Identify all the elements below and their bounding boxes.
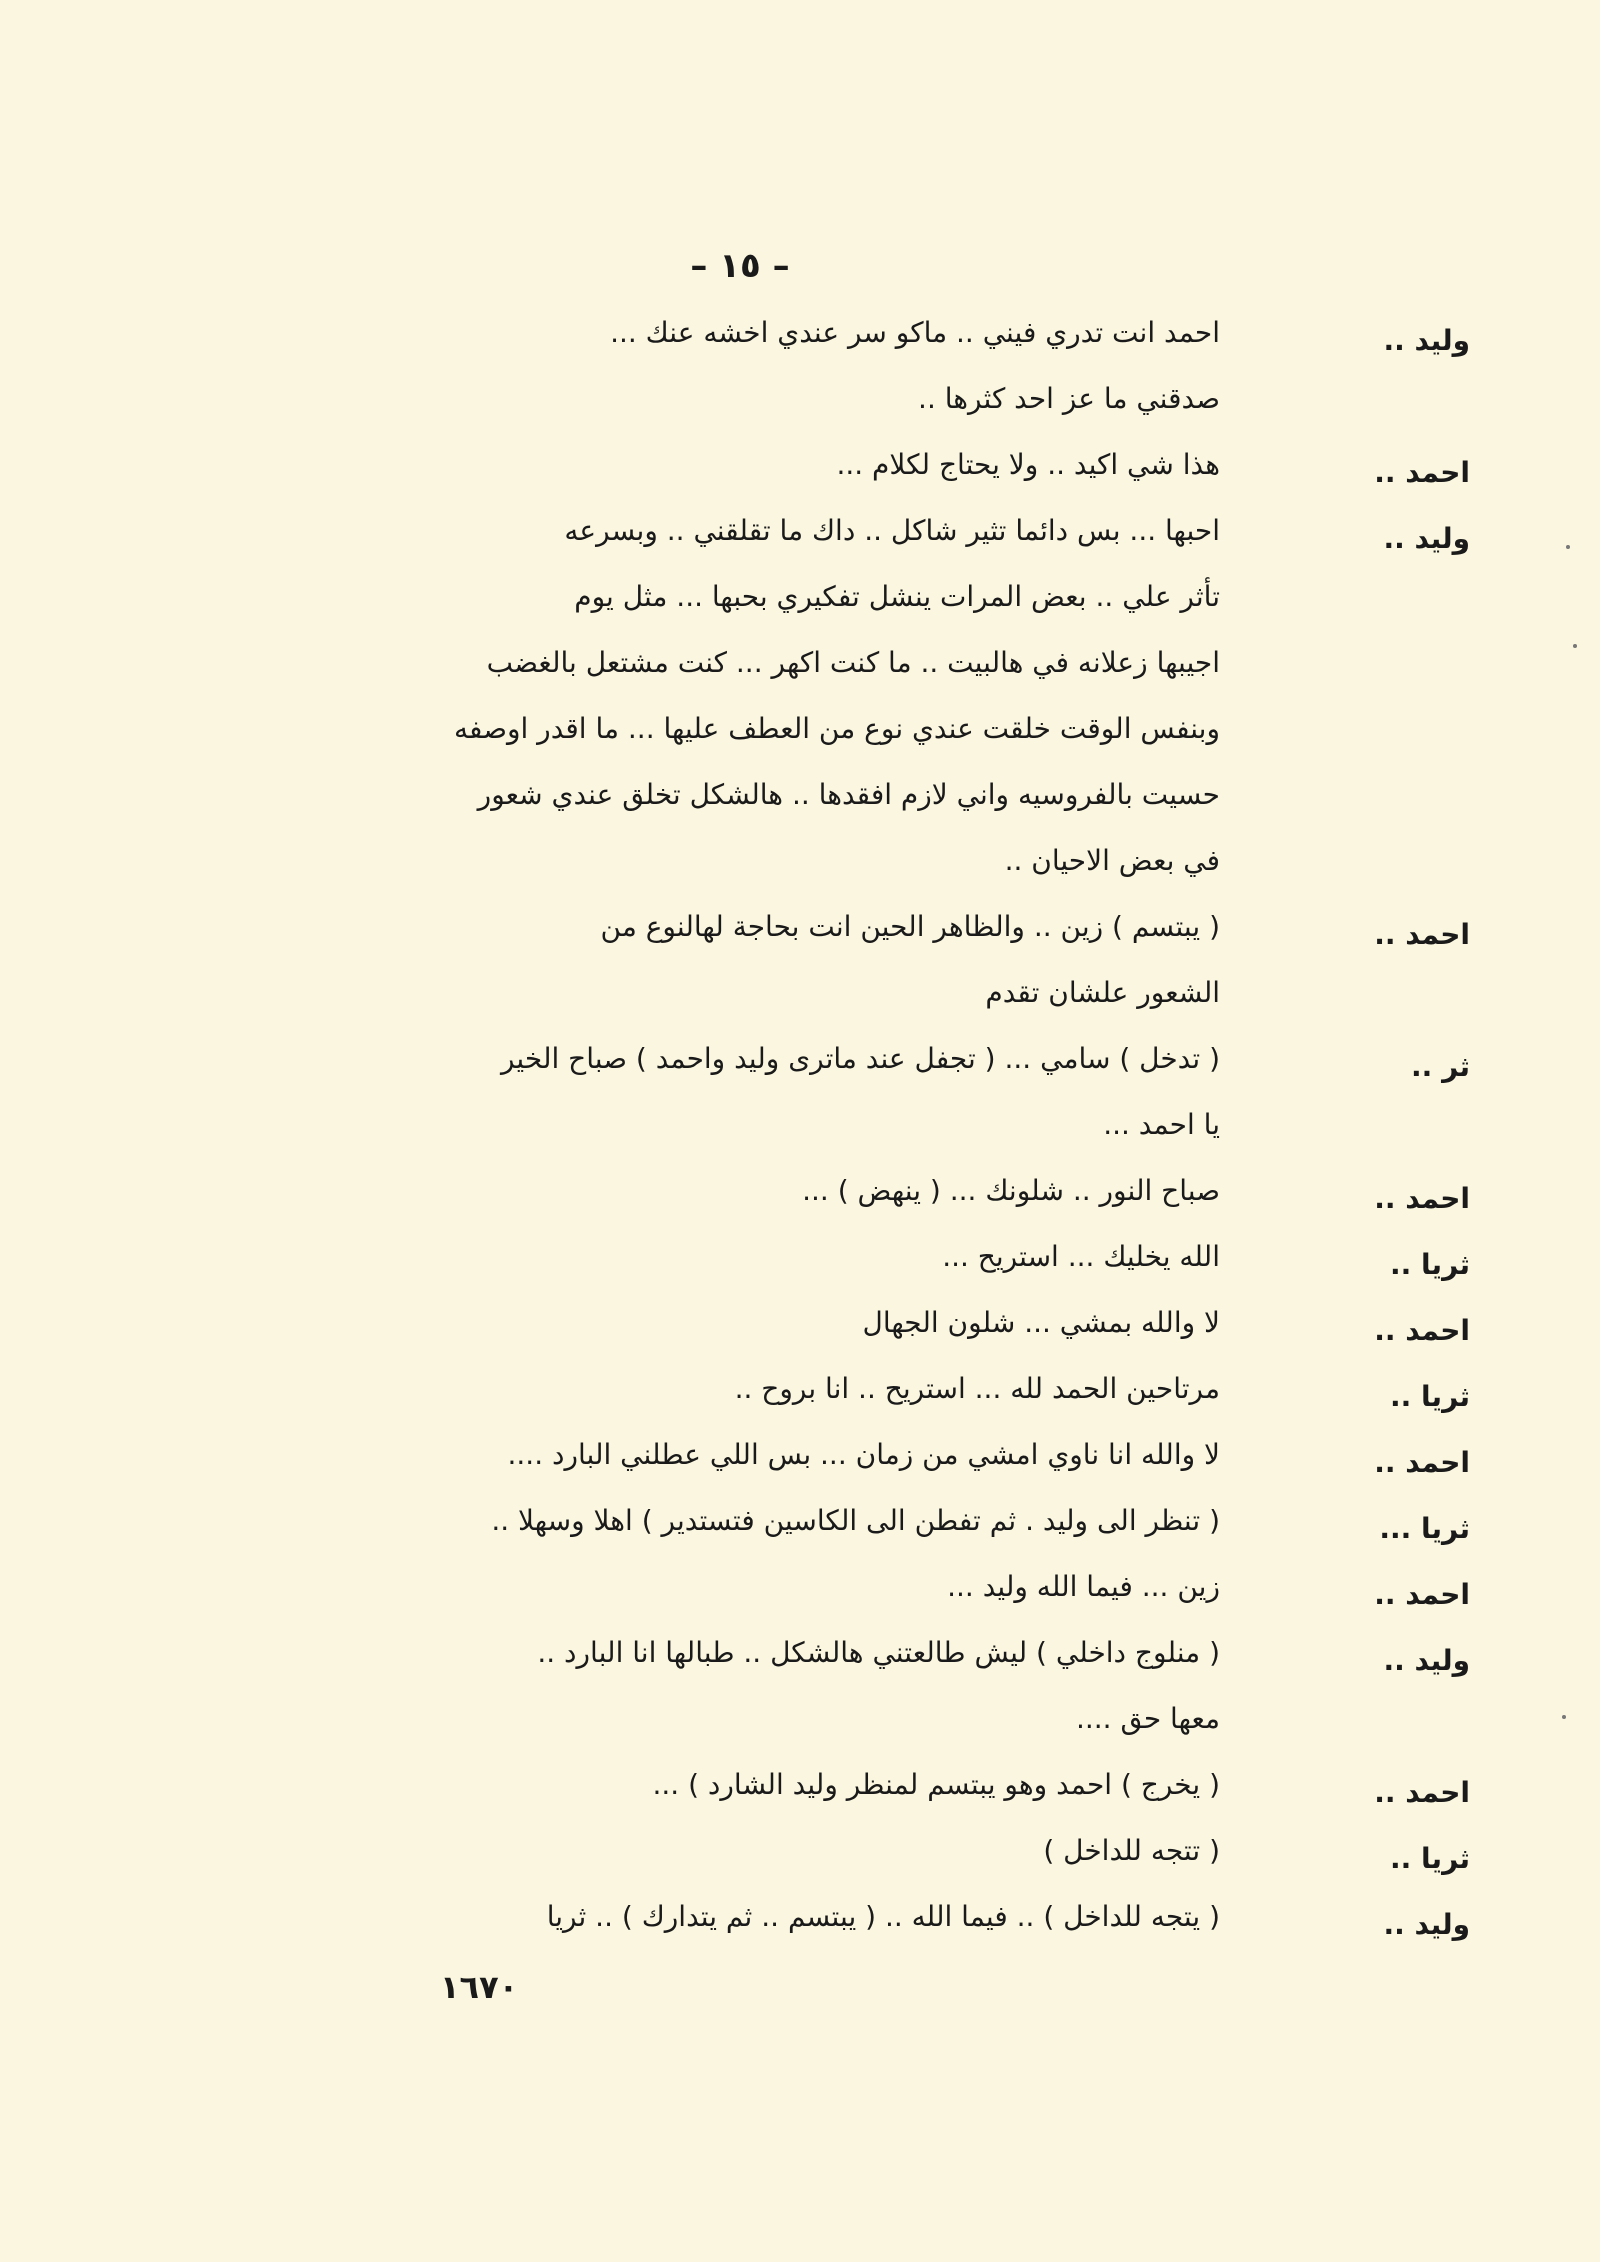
dialogue-text: ( تنظر الى وليد . ثم تفطن الى الكاسين فتستدير ) اهلا وسهلا .. [491,1504,1220,1537]
speaker-name: احمد .. [1374,1578,1470,1611]
speaker-name: ثريا ... [1379,1512,1470,1545]
dialogue-text: يا احمد ... [1103,1108,1220,1141]
dialogue-line [250,1224,1470,1290]
dialogue-line [250,960,1470,1026]
dialogue-text: احمد انت تدري فيني .. ماكو سر عندي اخشه عنك ... [610,316,1220,349]
speaker-name: احمد .. [1374,1776,1470,1809]
dialogue-line [250,1158,1470,1224]
dialogue-text: ( يتجه للداخل ) .. فيما الله .. ( يبتسم .. ثم يتدارك ) .. ثريا [546,1900,1220,1933]
dialogue-text: ( تدخل ) سامي ... ( تجفل عند ماترى وليد واحمد ) صباح الخير [500,1042,1220,1075]
dialogue-line [250,696,1470,762]
speaker-name: وليد .. [1383,522,1470,555]
dialogue-text: لا والله بمشي ... شلون الجهال [862,1306,1220,1339]
speaker-name: ثريا .. [1390,1842,1470,1875]
dialogue-line [250,1554,1470,1620]
dialogue-text: لا والله انا ناوي امشي من زمان ... بس اللي عطلني البارد .... [507,1438,1220,1471]
dialogue-text: ( يبتسم ) زين .. والظاهر الحين انت بحاجة لهالنوع من [600,910,1220,943]
speaker-name: احمد .. [1374,1314,1470,1347]
dialogue-text: صدقني ما عز احد كثرها .. [918,382,1220,415]
dialogue-line [250,828,1470,894]
speaker-name: وليد .. [1383,1644,1470,1677]
dialogue-text: في بعض الاحيان .. [1004,844,1220,877]
dialogue-line [250,1422,1470,1488]
speaker-name: ثريا .. [1390,1248,1470,1281]
dialogue-text: الله يخليك ... استريح ... [942,1240,1220,1273]
speaker-name: ثر .. [1411,1050,1470,1083]
speaker-name: احمد .. [1374,1182,1470,1215]
margin-mark [1566,545,1570,549]
dialogue-text: وبنفس الوقت خلقت عندي نوع من العطف عليها ... ما اقدر اوصفه [454,712,1220,745]
footer-number: ١٦٧٠ [440,1968,519,2006]
dialogue-line [250,1752,1470,1818]
dialogue-line [250,1488,1470,1554]
dialogue-line [250,1356,1470,1422]
dialogue-text: تأثر علي .. بعض المرات ينشل تفكيري بحبها ... مثل يوم [574,580,1220,613]
dialogue-line [250,762,1470,828]
script-body [250,300,1470,1950]
dialogue-text: زين ... فيما الله وليد ... [947,1570,1220,1603]
dialogue-line [250,432,1470,498]
dialogue-line [250,564,1470,630]
dialogue-text: الشعور علشان تقدم [985,976,1220,1009]
dialogue-line [250,1686,1470,1752]
dialogue-text: ( يخرج ) احمد وهو يبتسم لمنظر وليد الشارد ) ... [652,1768,1220,1801]
dialogue-line [250,1620,1470,1686]
dialogue-text: صباح النور .. شلونك ... ( ينهض ) ... [802,1174,1220,1207]
speaker-name: وليد .. [1383,1908,1470,1941]
dialogue-line [250,1290,1470,1356]
dialogue-line [250,894,1470,960]
page-number: – ١٥ – [690,246,790,286]
dialogue-line [250,630,1470,696]
dialogue-text: ( منلوج داخلي ) ليش طالعتني هالشكل .. طبالها انا البارد .. [537,1636,1220,1669]
dialogue-line [250,1818,1470,1884]
dialogue-text: حسيت بالفروسيه واني لازم افقدها .. هالشكل تخلق عندي شعور [477,778,1220,811]
dialogue-line [250,498,1470,564]
dialogue-line [250,366,1470,432]
dialogue-text: ( تتجه للداخل ) [1043,1834,1220,1867]
dialogue-line [250,1884,1470,1950]
dialogue-text: هذا شي اكيد .. ولا يحتاج لكلام ... [836,448,1220,481]
dialogue-text: احبها ... بس دائما تثير شاكل .. داك ما تقلقني .. وبسرعه [564,514,1220,547]
dialogue-text: اجيبها زعلانه في هالبيت .. ما كنت اكهر ... كنت مشتعل بالغضب [486,646,1220,679]
dialogue-line [250,1026,1470,1092]
speaker-name: احمد .. [1374,456,1470,489]
margin-mark [1562,1715,1566,1719]
dialogue-line [250,300,1470,366]
dialogue-line [250,1092,1470,1158]
speaker-name: وليد .. [1383,324,1470,357]
speaker-name: ثريا .. [1390,1380,1470,1413]
dialogue-text: معها حق .... [1075,1702,1220,1735]
margin-mark [1573,644,1577,648]
dialogue-text: مرتاحين الحمد لله ... استريح .. انا بروح .. [734,1372,1220,1405]
speaker-name: احمد .. [1374,918,1470,951]
speaker-name: احمد .. [1374,1446,1470,1479]
